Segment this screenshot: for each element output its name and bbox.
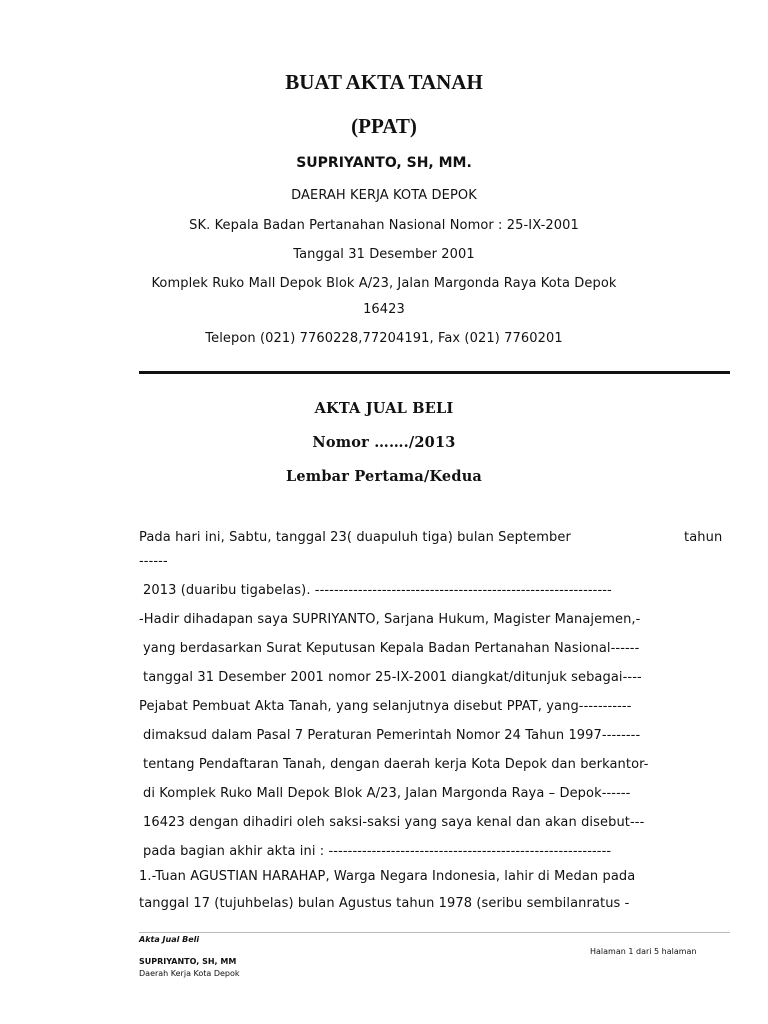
body-line-year-label: tahun bbox=[684, 530, 723, 545]
document-number: Nomor ……./2013 bbox=[312, 434, 456, 451]
footer-page-number: Halaman 1 dari 5 halaman bbox=[590, 947, 697, 956]
body-line: dimaksud dalam Pasal 7 Peraturan Pemerintah Nomor 24 Tahun 1997-------- bbox=[143, 728, 641, 743]
body-line: pada bagian akhir akta ini : ----------------------------------------------------------- bbox=[143, 844, 612, 859]
document-sheet: Lembar Pertama/Kedua bbox=[285, 468, 483, 485]
footer-name: SUPRIYANTO, SH, MM bbox=[139, 957, 237, 966]
notary-name: SUPRIYANTO, SH, MM. bbox=[296, 155, 472, 171]
footer-doc-title: Akta Jual Beli bbox=[139, 935, 200, 944]
body-line: tentang Pendaftaran Tanah, dengan daerah kerja Kota Depok dan berkantor- bbox=[143, 757, 649, 772]
body-line: yang berdasarkan Surat Keputusan Kepala Badan Pertanahan Nasional------ bbox=[143, 641, 640, 656]
body-line: 1.-Tuan AGUSTIAN HARAHAP, Warga Negara Indonesia, lahir di Medan pada bbox=[139, 869, 636, 884]
body-line: tanggal 31 Desember 2001 nomor 25-IX-2001 diangkat/ditunjuk sebagai---- bbox=[143, 670, 642, 685]
body-line: di Komplek Ruko Mall Depok Blok A/23, Jalan Margonda Raya – Depok------ bbox=[143, 786, 631, 801]
body-line-dashes: ------ bbox=[139, 554, 168, 569]
header-divider bbox=[139, 371, 730, 374]
footer-divider bbox=[139, 932, 730, 933]
footer-region: Daerah Kerja Kota Depok bbox=[139, 969, 240, 978]
postal-code: 16423 bbox=[363, 302, 405, 317]
body-line: Pejabat Pembuat Akta Tanah, yang selanjutnya disebut PPAT, yang----------- bbox=[139, 699, 632, 714]
phone-fax: Telepon (021) 7760228,77204191, Fax (021) 7760201 bbox=[205, 331, 563, 346]
body-line: 16423 dengan dihadiri oleh saksi-saksi yang saya kenal dan akan disebut--- bbox=[143, 815, 645, 830]
body-line: -Hadir dihadapan saya SUPRIYANTO, Sarjana Hukum, Magister Manajemen,- bbox=[139, 612, 641, 627]
sk-date: Tanggal 31 Desember 2001 bbox=[293, 247, 475, 262]
office-address: Komplek Ruko Mall Depok Blok A/23, Jalan Margonda Raya Kota Depok bbox=[151, 276, 617, 291]
header-title: BUAT AKTA TANAH bbox=[285, 70, 483, 94]
document-type: AKTA JUAL BELI bbox=[314, 400, 454, 417]
sk-number: SK. Kepala Badan Pertanahan Nasional Nomor : 25-IX-2001 bbox=[189, 218, 579, 233]
work-region: DAERAH KERJA KOTA DEPOK bbox=[291, 188, 477, 203]
header-subtitle: (PPAT) bbox=[351, 114, 417, 138]
body-line: 2013 (duaribu tigabelas). -------------------------------------------------------------- bbox=[143, 583, 612, 598]
body-line: tanggal 17 (tujuhbelas) bulan Agustus tahun 1978 (seribu sembilanratus - bbox=[139, 896, 630, 911]
body-line-opening: Pada hari ini, Sabtu, tanggal 23( duapuluh tiga) bulan September bbox=[139, 530, 571, 545]
